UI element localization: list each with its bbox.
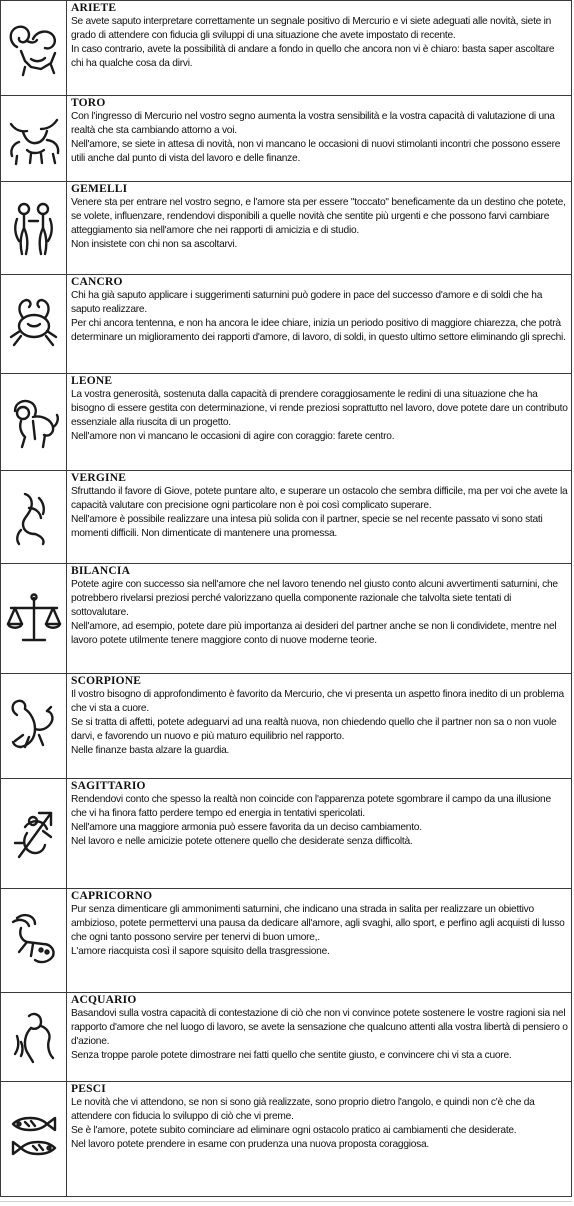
sign-paragraph: Rendendovi conto che spesso la realtà non coincide con l'apparenza potete sgombrare il campo da una illusione che vi ha finora fatto perdere tempo ed energia in tentativi spericolati. [71,794,551,819]
sign-icon-cell [1,471,67,564]
sign-row [1,96,572,182]
sign-paragraph: Se si tratta di affetti, potete adeguarvi ad una realtà nuova, non chiedendo quello che il partner non sa o non vuole darvi, e favorendo un nuovo e più maturo equilibrio nel rapporto. [71,717,557,742]
sign-paragraph: Per chi ancora tentenna, e non ha ancora le idee chiare, inizia un periodo positivo di maggiore chiarezza, che potrà determinare un miglioramento dei rapporti d'amore, di lavoro, di soldi, in questo ultimo settore eliminando gli sprechi. [71,318,566,343]
cancer-crab-icon [1,293,66,355]
sign-row [1,1082,572,1197]
sign-text-cell [67,96,572,182]
aquarius-water-bearer-icon [1,1006,66,1068]
sign-row [1,471,572,564]
sign-paragraph: Sfruttando il favore di Giove, potete puntare alto, e superare un ostacolo che sembra difficile, ma per voi che avete la capacità valutare con precisione ogni particolare non è poi così complicato superare. [71,486,568,511]
sign-paragraph: Le novità che vi attendono, se non si sono già realizzate, sono proprio dietro l'angolo, e quindi non c'è che da attendere con fiducia lo sviluppo di ciò che vi preme. [71,1097,535,1122]
sign-name: ARIETE [71,2,117,14]
sign-name: SAGITTARIO [71,780,146,792]
sign-icon-cell [1,674,67,779]
sign-row [1,374,572,471]
sign-paragraph: Basandovi sulla vostra capacità di contestazione di ciò che non vi convince potete sostenere le vostre ragioni sia nel rapporto d'amore che nel luogo di lavoro, se avete la sensazione che qualcuno attenti alla vostra libertà di pensiero o d'azione. [71,1008,568,1047]
sign-name: SCORPIONE [71,675,142,687]
capricorn-goat-icon [1,910,66,972]
sagittarius-archer-icon [1,803,66,865]
sign-paragraph: Pur senza dimenticare gli ammonimenti saturnini, che indicano una strada in salita per realizzare un obiettivo ambizioso, potete permettervi una pausa da dedicare all'amore, agli svaghi, allo sport, e perfino agli acquisti di lusso che ogni tanto possono servire per tenervi di buon umore,. [71,904,565,943]
sign-icon-cell [1,374,67,471]
sign-paragraph: Se avete saputo interpretare correttamente un segnale positivo di Mercurio e vi siete adeguati alle novità, siete in grado di attendere con fiducia gli sviluppi di una situazione che avete impostato di recente. [71,16,552,41]
sign-name: PESCI [71,1083,106,1095]
sign-icon-cell [1,1,67,96]
sign-paragraph: Nell'amore non vi mancano le occasioni di agire con coraggio: farete centro. [71,431,395,442]
sign-paragraph: Venere sta per entrare nel vostro segno, e l'amore sta per essere "toccato" beneficamente da un destino che potete, se volete, influenzare, rendendovi disponibili a quelle novità che sentite più urgenti e che possono farvi cambiare atteggiamento sia nell'amore che nei rapporti di amicizia e di studio. [71,197,566,236]
sign-paragraph: Nell'amore è possibile realizzare una intesa più solida con il partner, specie se nel recente passato vi sono stati momenti difficili. Non dimenticate di mantenere una promessa. [71,514,543,539]
sign-name: BILANCIA [71,565,131,577]
sign-icon-cell [1,96,67,182]
sign-paragraph: In caso contrario, avete la possibilità di andare a fondo in quello che ancora non vi è chiaro: basta saper ascoltare chi ha qualche cosa da dirvi. [71,44,555,69]
sign-name: CAPRICORNO [71,890,153,902]
sign-paragraph: Nelle finanze basta alzare la guardia. [71,745,230,756]
sign-row [1,564,572,674]
aries-ram-icon [1,17,66,79]
sign-icon-cell [1,564,67,674]
taurus-bull-icon [1,108,66,170]
sign-paragraph: Non insistete con chi non sa ascoltarvi. [71,239,238,250]
sign-row [1,779,572,889]
sign-name: CANCRO [71,276,123,288]
sign-paragraph: La vostra generosità, sostenuta dalla capacità di prendere coraggiosamente le redini di una situazione che ha bisogno di essere gestita con determinazione, vi rende preziosi soprattutto nel lavoro, dove potete dare un contributo essenziale alla riuscita di un progetto. [71,389,568,428]
sign-paragraph: Nell'amore una maggiore armonia può essere favorita da un deciso cambiamento. [71,822,422,833]
sign-paragraph: Senza troppe parole potete dimostrare nei fatti quello che sentite giusto, e convincere chi vi sta a cuore. [71,1050,512,1061]
bottom-rule [0,1201,572,1202]
sign-icon-cell [1,993,67,1082]
sign-text-cell [67,1082,572,1197]
sign-row [1,993,572,1082]
sign-paragraph: Potete agire con successo sia nell'amore che nel lavoro tenendo nel giusto conto alcuni avvertimenti saturnini, che potrebbero rivelarsi preziosi perché valorizzano quella componente razionale che talvolta siete tentati di sottovalutare. [71,579,558,618]
sign-text-cell [67,275,572,374]
sign-name: TORO [71,97,106,109]
sign-name: GEMELLI [71,183,128,195]
sign-paragraph: Con l'ingresso di Mercurio nel vostro segno aumenta la vostra sensibilità e la vostra capacità di valutazione di una realtà che sta cambiando attorno a voi. [71,111,555,136]
sign-text-cell [67,1,572,96]
sign-paragraph: Se è l'amore, potete subito cominciare ad eliminare ogni ostacolo pratico ai cambiamenti che desiderate. [71,1125,517,1136]
sign-paragraph: Nell'amore, se siete in attesa di novità, non vi mancano le occasioni di nuovi stimolanti incontri che possono essere utili anche dal punto di vista del lavoro e delle finanze. [71,139,561,164]
sign-text-cell [67,889,572,993]
sign-paragraph: Il vostro bisogno di approfondimento è favorito da Mercurio, che vi presenta un aspetto finora inedito di un problema che vi sta a cuore. [71,689,564,714]
sign-name: VERGINE [71,472,127,484]
sign-paragraph: Nel lavoro potete prendere in esame con prudenza una nuova proposta coraggiosa. [71,1139,430,1150]
leo-lion-icon [1,391,66,453]
sign-text-cell [67,182,572,275]
sign-text-cell [67,993,572,1082]
scorpio-scorpion-icon [1,695,66,757]
sign-icon-cell [1,182,67,275]
sign-row [1,889,572,993]
sign-text-cell [67,374,572,471]
sign-icon-cell [1,1082,67,1197]
sign-paragraph: Chi ha già saputo applicare i suggerimenti saturnini può godere in pace del successo d'amore e di soldi che ha saputo realizzare. [71,290,543,315]
sign-icon-cell [1,275,67,374]
libra-scales-icon [1,588,66,650]
sign-row [1,1,572,96]
sign-paragraph: L'amore riacquista così il sapore squisito della trasgressione. [71,946,330,957]
sign-paragraph: Nel lavoro e nelle amicizie potete ottenere quello che desiderate senza difficoltà. [71,836,413,847]
sign-text-cell [67,471,572,564]
sign-text-cell [67,674,572,779]
sign-text-cell [67,564,572,674]
sign-name: ACQUARIO [71,994,137,1006]
sign-paragraph: Nell'amore, ad esempio, potete dare più importanza ai desideri del partner anche se non li condividete, mentre nel lavoro potete utilmente tenere maggiore conto di nuove moderne teorie. [71,621,557,646]
sign-row [1,182,572,275]
gemini-twins-icon [1,197,66,259]
sign-row [1,275,572,374]
sign-icon-cell [1,779,67,889]
virgo-maiden-icon [1,486,66,548]
sign-text-cell [67,779,572,889]
sign-icon-cell [1,889,67,993]
sign-row [1,674,572,779]
sign-name: LEONE [71,375,113,387]
pisces-fishes-icon [1,1108,66,1170]
